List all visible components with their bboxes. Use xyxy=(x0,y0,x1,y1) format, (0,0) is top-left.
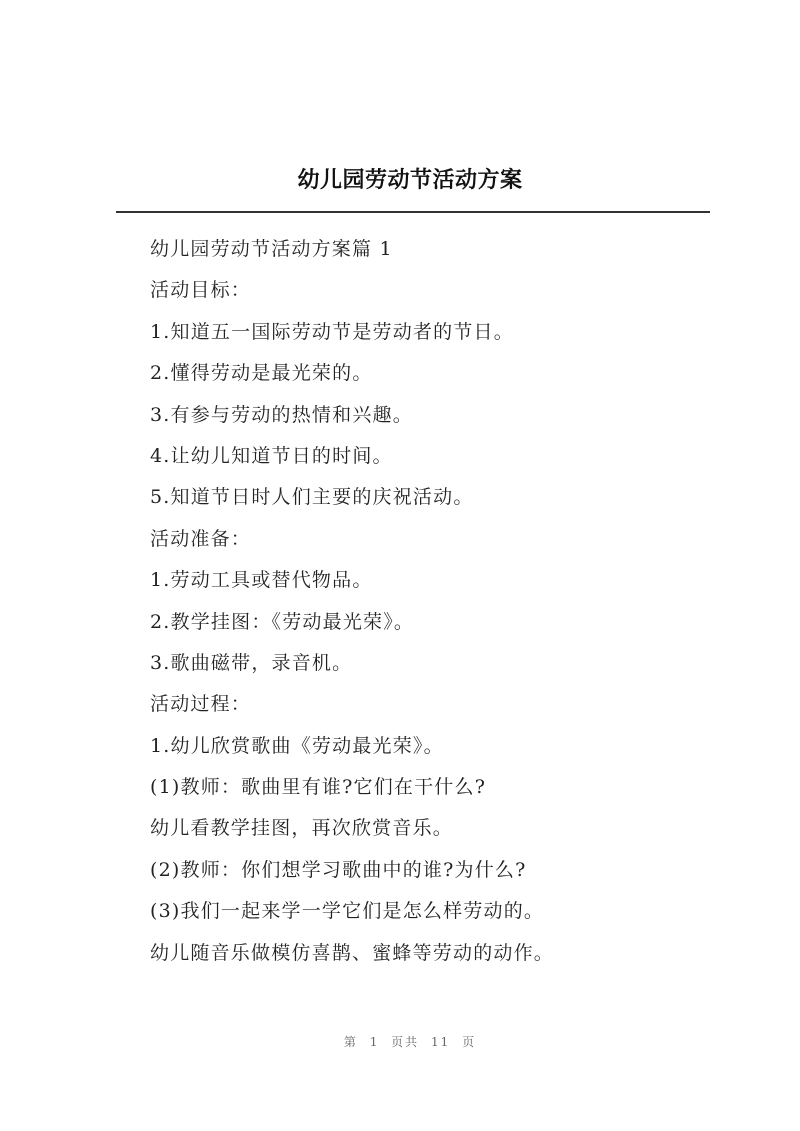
goal-item: 2.懂得劳动是最光荣的。 xyxy=(150,362,373,385)
document-title: 幼儿园劳动节活动方案 xyxy=(297,167,523,193)
subheading-preparation: 活动准备： xyxy=(150,527,252,550)
process-item: (1)教师：歌曲里有谁?它们在干什么? xyxy=(150,776,487,799)
process-item: 幼儿看教学挂图，再次欣赏音乐。 xyxy=(150,817,454,840)
preparation-item: 1.劳动工具或替代物品。 xyxy=(150,569,373,592)
goal-item: 5.知道节日时人们主要的庆祝活动。 xyxy=(150,486,474,509)
preparation-item: 3.歌曲磁带，录音机。 xyxy=(150,651,353,674)
title-divider xyxy=(116,211,710,213)
subheading-process: 活动过程： xyxy=(150,693,252,716)
process-item: 1.幼儿欣赏歌曲《劳动最光荣》。 xyxy=(150,734,444,757)
page-number: 第 1 页共 11 页 xyxy=(343,1035,477,1049)
document-body xyxy=(150,234,730,979)
goal-item: 4.让幼儿知道节日的时间。 xyxy=(150,444,393,467)
process-item: 幼儿随音乐做模仿喜鹊、蜜蜂等劳动的动作。 xyxy=(150,941,555,964)
goal-item: 1.知道五一国际劳动节是劳动者的节日。 xyxy=(150,320,514,343)
section-heading: 幼儿园劳动节活动方案篇 1 xyxy=(150,238,393,260)
subheading-goals: 活动目标： xyxy=(150,279,252,302)
goal-item: 3.有参与劳动的热情和兴趣。 xyxy=(150,403,413,426)
process-item: (2)教师：你们想学习歌曲中的谁?为什么? xyxy=(150,858,527,881)
process-item: (3)我们一起来学一学它们是怎么样劳动的。 xyxy=(150,900,545,923)
preparation-item: 2.教学挂图：《劳动最光荣》。 xyxy=(150,610,415,633)
